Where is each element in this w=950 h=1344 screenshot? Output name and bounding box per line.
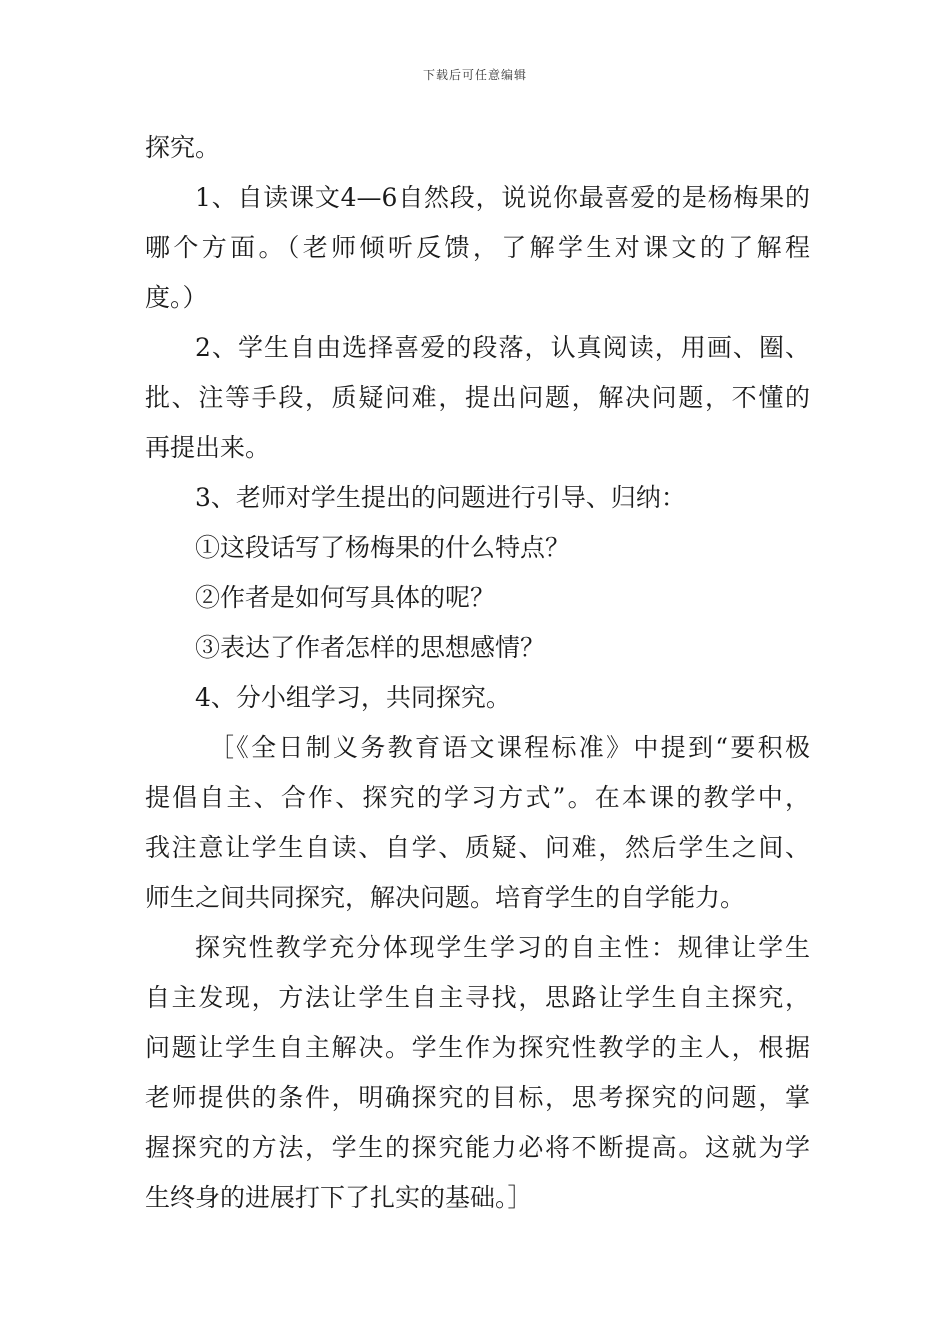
text-line: 老师提供的条件，明确探究的目标，思考探究的问题，掌 bbox=[145, 1083, 810, 1112]
text-line: 探究。 bbox=[145, 133, 221, 162]
text-line: ［《全日制义务教育语文课程标准》中提到“要积极 bbox=[209, 733, 810, 762]
page-header: 下载后可任意编辑 bbox=[422, 68, 527, 82]
text-line: 握探究的方法，学生的探究能力必将不断提高。这就为学 bbox=[145, 1133, 810, 1162]
text-line: 1、自读课文4—6自然段，说说你最喜爱的是杨梅果的 bbox=[195, 183, 810, 212]
text-line: 问题让学生自主解决。学生作为探究性教学的主人，根据 bbox=[145, 1033, 810, 1062]
text-line: 提倡自主、合作、探究的学习方式”。在本课的教学中， bbox=[145, 783, 810, 812]
text-line: ①这段话写了杨梅果的什么特点？ bbox=[195, 533, 571, 562]
text-line: 再提出来。 bbox=[145, 433, 271, 462]
text-line: 3、老师对学生提出的问题进行引导、归纳： bbox=[195, 483, 686, 512]
text-line: 自主发现，方法让学生自主寻找，思路让学生自主探究， bbox=[145, 983, 810, 1012]
text-line: ②作者是如何写具体的呢？ bbox=[195, 583, 496, 612]
text-line: 2、学生自由选择喜爱的段落，认真阅读，用画、圈、 bbox=[195, 333, 810, 362]
document-body bbox=[145, 128, 810, 1228]
text-line: 度。） bbox=[145, 283, 208, 312]
text-line: 批、注等手段，质疑问难，提出问题，解决问题，不懂的 bbox=[145, 383, 810, 412]
text-line: 生终身的进展打下了扎实的基础。］ bbox=[145, 1183, 533, 1212]
text-line: 探究性教学充分体现学生学习的自主性：规律让学生 bbox=[195, 933, 810, 962]
text-line: ③表达了作者怎样的思想感情？ bbox=[195, 633, 546, 662]
text-line: 4、分小组学习，共同探究。 bbox=[195, 683, 511, 712]
text-line: 我注意让学生自读、自学、质疑、问难，然后学生之间、 bbox=[145, 833, 810, 862]
text-line: 哪个方面。（老师倾听反馈，了解学生对课文的了解程 bbox=[145, 233, 810, 262]
text-line: 师生之间共同探究，解决问题。培育学生的自学能力。 bbox=[145, 883, 746, 912]
